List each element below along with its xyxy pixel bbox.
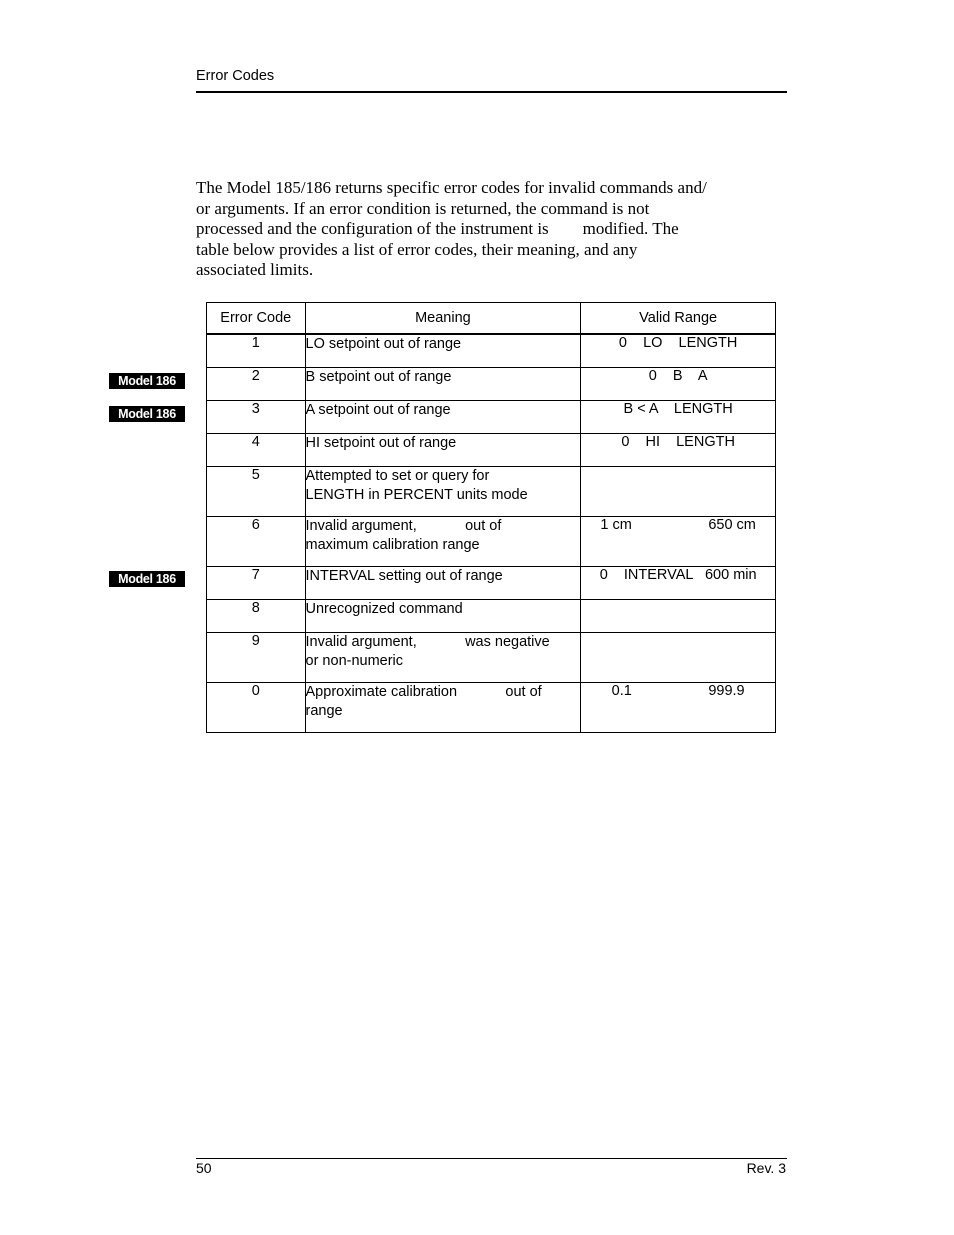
header-error-code: Error Code (207, 303, 306, 335)
meaning-cell (305, 467, 581, 517)
valid-range-cell: 0 HI LENGTH (581, 434, 776, 467)
error-code-cell: 0 (207, 683, 306, 733)
table-row (207, 334, 776, 368)
page-number: 50 (196, 1160, 212, 1176)
meaning-text: Unrecognized command (305, 601, 463, 617)
valid-range-cell (581, 467, 776, 517)
table-row (207, 683, 776, 733)
revision-label: Rev. 3 (746, 1160, 786, 1176)
meaning-cell (305, 517, 581, 567)
running-header: Error Codes (196, 68, 275, 84)
table-row (207, 633, 776, 683)
valid-range-cell: B < A LENGTH (581, 401, 776, 434)
valid-range-cell: 0.1 999.9 (581, 683, 776, 733)
meaning-cell (305, 600, 581, 633)
meaning-text: maximum calibration range (305, 537, 480, 553)
meaning-cell (305, 434, 581, 467)
meaning-text: Invalid argument, was negative (305, 634, 550, 650)
error-code-cell: 9 (207, 633, 306, 683)
meaning-text: B setpoint out of range (305, 369, 452, 385)
valid-range-cell: 0 B A (581, 368, 776, 401)
meaning-cell (305, 368, 581, 401)
model-186-badge: Model 186 (109, 373, 185, 389)
table-row (207, 600, 776, 633)
error-code-cell: 5 (207, 467, 306, 517)
intro-line: associated limits. (196, 260, 314, 279)
table-row (207, 517, 776, 567)
header-meaning: Meaning (305, 303, 581, 335)
meaning-text: Attempted to set or query for (305, 468, 490, 484)
meaning-text: INTERVAL setting out of range (305, 568, 503, 584)
error-codes-table (206, 302, 776, 733)
model-186-badge: Model 186 (109, 406, 185, 422)
error-code-cell: 2 (207, 368, 306, 401)
error-code-cell: 4 (207, 434, 306, 467)
valid-range-cell: 0 LO LENGTH (581, 334, 776, 368)
valid-range-cell (581, 600, 776, 633)
intro-line: or arguments. If an error condition is returned, the command is not (196, 198, 650, 218)
valid-range-cell (581, 633, 776, 683)
table-row (207, 368, 776, 401)
error-code-cell: 6 (207, 517, 306, 567)
intro-paragraph (196, 178, 786, 281)
table-row (207, 434, 776, 467)
meaning-text: HI setpoint out of range (305, 435, 457, 451)
table-row (207, 401, 776, 434)
meaning-text: LENGTH in PERCENT units mode (305, 487, 528, 503)
intro-line: table below provides a list of error codes, their meaning, and any (196, 239, 638, 259)
meaning-text: LO setpoint out of range (305, 336, 462, 352)
intro-line: processed and the configuration of the instrument is modified. The (196, 219, 679, 238)
meaning-cell (305, 334, 581, 368)
meaning-cell (305, 683, 581, 733)
table-row (207, 567, 776, 600)
table-row (207, 467, 776, 517)
error-code-cell: 7 (207, 567, 306, 600)
meaning-text: Invalid argument, out of (305, 518, 502, 534)
table-header-row (207, 303, 776, 335)
meaning-text: A setpoint out of range (305, 402, 451, 418)
meaning-text: Approximate calibration out of (305, 684, 542, 700)
error-code-cell: 1 (207, 334, 306, 368)
meaning-text: or non-numeric (305, 653, 404, 669)
error-code-cell: 3 (207, 401, 306, 434)
valid-range-cell: 1 cm 650 cm (581, 517, 776, 567)
meaning-cell (305, 633, 581, 683)
footer-rule (196, 1158, 787, 1159)
error-code-cell: 8 (207, 600, 306, 633)
valid-range-cell: 0 INTERVAL 600 min (581, 567, 776, 600)
meaning-cell (305, 401, 581, 434)
meaning-cell (305, 567, 581, 600)
meaning-text: range (305, 703, 343, 719)
model-186-badge: Model 186 (109, 571, 185, 587)
header-valid-range: Valid Range (581, 303, 776, 335)
intro-line: The Model 185/186 returns specific error codes for invalid commands and/ (196, 178, 707, 197)
header-rule (196, 91, 787, 93)
